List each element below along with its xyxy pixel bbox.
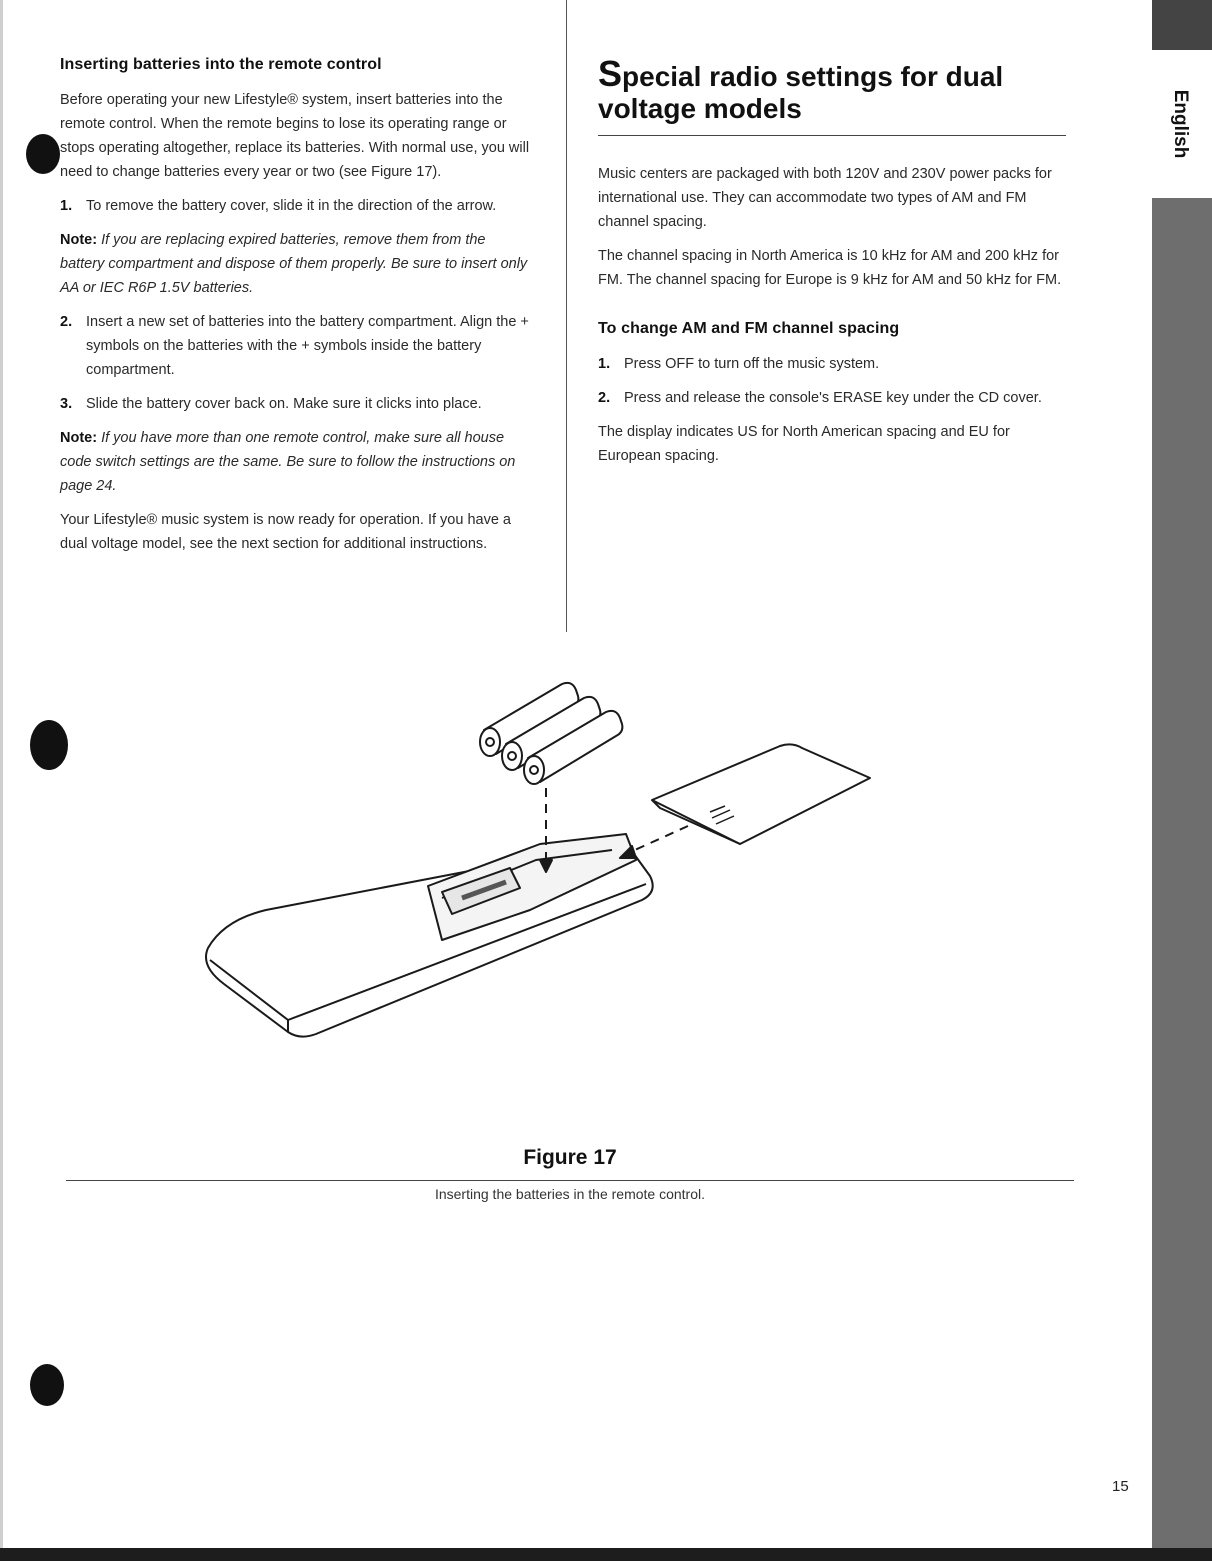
battery-note-2 bbox=[60, 426, 530, 498]
left-column bbox=[60, 56, 530, 566]
battery-step-1 bbox=[60, 194, 530, 218]
note-label: Note: bbox=[60, 232, 98, 248]
step-text: To remove the battery cover, slide it in the direction of the arrow. bbox=[86, 198, 497, 214]
step-number: 1. bbox=[598, 356, 611, 372]
battery-outro: Your Lifestyle® music system is now ready for operation. If you have a dual voltage model, see the next section for additional instructions. bbox=[60, 512, 512, 552]
title-rule bbox=[598, 135, 1066, 136]
title-rest: pecial radio settings for dual voltage models bbox=[598, 61, 1004, 124]
battery-intro: Before operating your new Lifestyle® system, insert batteries into the remote control. When the remote begins to lose its operating range or stops operating altogether, replace its batteries. With normal use, you will need to change batteries every year or two (see Figure 17). bbox=[60, 92, 530, 180]
spacing-step-2 bbox=[598, 386, 1068, 410]
step-number: 2. bbox=[598, 390, 611, 406]
spacing-subheading: To change AM and FM channel spacing bbox=[598, 320, 900, 337]
language-tab-text: English bbox=[1170, 89, 1191, 159]
note-text: If you have more than one remote control, make sure all house code switch settings are the same. Be sure to follow the instructions on page 24. bbox=[60, 430, 516, 494]
binder-hole-middle bbox=[30, 720, 68, 770]
step-number: 3. bbox=[60, 396, 73, 412]
radio-para-3: The display indicates US for North American spacing and EU for European spacing. bbox=[598, 424, 1010, 464]
side-bar-top bbox=[1152, 0, 1212, 50]
figure-caption: Inserting the batteries in the remote control. bbox=[434, 1186, 706, 1202]
spacing-step-1 bbox=[598, 352, 1068, 376]
page-number: 15 bbox=[1112, 1478, 1129, 1495]
step-text: Press and release the console's ERASE key under the CD cover. bbox=[624, 390, 1042, 406]
step-text: Slide the battery cover back on. Make sure it clicks into place. bbox=[86, 396, 482, 412]
step-text: Press OFF to turn off the music system. bbox=[624, 356, 880, 372]
battery-step-3 bbox=[60, 392, 530, 416]
battery-step-2 bbox=[60, 310, 530, 382]
radio-para-1: Music centers are packaged with both 120V and 230V power packs for international use. They can accommodate two types of AM and FM channel spacing. bbox=[598, 166, 1052, 230]
binder-hole-top bbox=[26, 134, 60, 174]
side-bar bbox=[1152, 0, 1212, 1561]
language-tab-label bbox=[1160, 62, 1200, 186]
step-text: Insert a new set of batteries into the battery compartment. Align the + symbols on the batteries with the + symbols inside the battery compartment. bbox=[86, 314, 529, 378]
step-number: 1. bbox=[60, 198, 73, 214]
figure-rule bbox=[66, 1180, 1074, 1181]
right-column bbox=[598, 53, 1068, 478]
bottom-edge bbox=[0, 1548, 1212, 1561]
battery-note-1 bbox=[60, 228, 530, 300]
remote-battery-drawing bbox=[180, 648, 900, 1108]
radio-para-2: The channel spacing in North America is 10 kHz for AM and 200 kHz for FM. The channel spacing for Europe is 9 kHz for AM and 50 kHz for FM. bbox=[598, 248, 1062, 288]
section-title bbox=[598, 53, 1068, 125]
step-number: 2. bbox=[60, 314, 73, 330]
column-divider bbox=[566, 0, 567, 632]
battery-heading: Inserting batteries into the remote control bbox=[60, 56, 382, 73]
figure-17-illustration bbox=[180, 648, 900, 1108]
note-label: Note: bbox=[60, 430, 98, 446]
binder-hole-bottom bbox=[30, 1364, 64, 1406]
figure-title: Figure 17 bbox=[523, 1146, 617, 1169]
note-text: If you are replacing expired batteries, remove them from the battery compartment and dispose of them properly. Be sure to insert only AA or IEC R6P 1.5V batteries. bbox=[60, 232, 528, 296]
title-initial: S bbox=[598, 53, 623, 94]
page-edge bbox=[0, 0, 3, 1561]
